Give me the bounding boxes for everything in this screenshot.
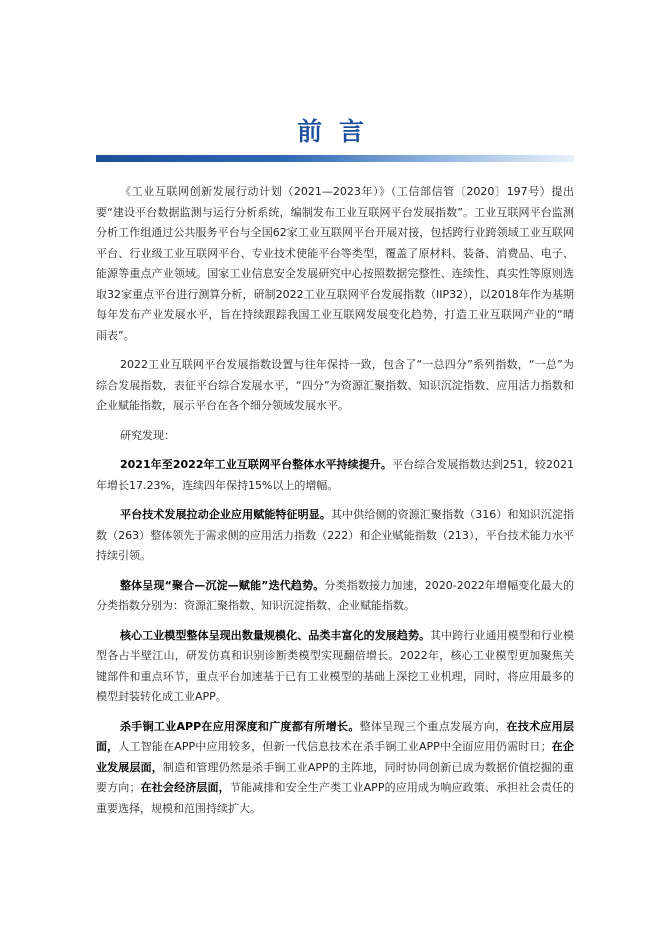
finding-5-society-label: 在社会经济层面， <box>140 781 230 794</box>
paragraph-findings-label: 研究发现： <box>120 428 175 442</box>
paragraph-finding-5 <box>96 717 574 820</box>
preface-body <box>96 182 574 819</box>
paragraph-finding-2 <box>96 505 574 567</box>
finding-1-heading: 2021年至2022年工业互联网平台整体水平持续提升。 <box>120 458 392 471</box>
finding-1-text: 平台综合发展指数达到251，较2021年增长17.23%，连续四年保持15%以上的增幅。 <box>96 458 574 492</box>
finding-4-text: 其中跨行业通用模型和行业模型各占半壁江山，研发仿真和识别诊断类模型实现翻倍增长。2022年，核心工业模型更加聚焦关键部件和重点环节，重点平台加速基于已有工业模型的基础上深挖工业机理，同时，将应用最多的模型封装转化成工业APP。 <box>96 628 575 703</box>
paragraph-finding-1 <box>96 455 574 496</box>
finding-2-text: 其中供给侧的资源汇聚指数（316）和知识沉淀指数（263）整体领先于需求侧的应用活力指数（222）和企业赋能指数（213），平台技术能力水平持续引领。 <box>96 508 574 562</box>
paragraph-index-setup: 2022工业互联网平台发展指数设置与往年保持一致，包含了“一总四分”系列指数，“一总”为综合发展指数，表征平台综合发展水平，“四分”为资源汇聚指数、知识沉淀指数、应用活力指数和企业赋能指数，展示平台在各个细分领域发展水平。 <box>96 358 574 412</box>
paragraph-finding-3 <box>96 576 574 617</box>
finding-5-text-2: 人工智能在APP中应用较多，但新一代信息技术在杀手锏工业APP中全面应用仍需时日； <box>118 740 552 753</box>
finding-5-tech-label: 在技术应用层面， <box>96 719 575 753</box>
title-divider <box>96 155 574 162</box>
finding-5-enterprise-label: 在企业发展层面， <box>96 740 574 774</box>
paragraph-finding-4 <box>96 626 574 708</box>
finding-3-heading: 整体呈现“聚合—沉淀—赋能”迭代趋势。 <box>120 578 325 592</box>
page-title: 前 言 <box>297 117 368 146</box>
finding-4-heading: 核心工业模型整体呈现出数量规模化、品类丰富化的发展趋势。 <box>120 628 431 642</box>
paragraph-intro: 《工业互联网创新发展行动计划（2021—2023年）》（工信部信管〔2020〕197号）提出要“建设平台数据监测与运行分析系统，编制发布工业互联网平台发展指数”。工业互联网平台监测分析工作组通过公共服务平台与全国62家工业互联网平台开展对接，包括跨行业跨领域工业互联网平台、行业级工业互联网平台、专业技术使能平台等类型，覆盖了原材料、装备、消费品、电子、能源等重点产业领域。国家工业信息安全发展研究中心按照数据完整性、连续性、真实性等原则选取32家重点平台进行测算分析，研制2022工业互联网平台发展指数（IIP32），以2018年作为基期每年发布产业发展水平，旨在持续跟踪我国工业互联网发展变化趋势，打造工业互联网产业的“晴雨表”。 <box>96 185 574 342</box>
finding-5-text-3: 制造和管理仍然是杀手锏工业APP的主阵地，同时协同创新已成为数据价值挖掘的重要方向； <box>96 760 575 794</box>
finding-5-text-1: 整体呈现三个重点发展方向， <box>359 719 507 733</box>
finding-5-text-4: 节能减排和安全生产类工业APP的应用成为响应政策、承担社会责任的重要选择，规模和范围持续扩大。 <box>96 781 575 815</box>
finding-3-text: 分类指数接力加速，2020-2022年增幅变化最大的分类指数分别为：资源汇聚指数、知识沉淀指数、企业赋能指数。 <box>96 578 574 612</box>
finding-5-heading: 杀手锏工业APP在应用深度和广度都有所增长。 <box>120 719 360 733</box>
finding-2-heading: 平台技术发展拉动企业应用赋能特征明显。 <box>120 508 331 521</box>
